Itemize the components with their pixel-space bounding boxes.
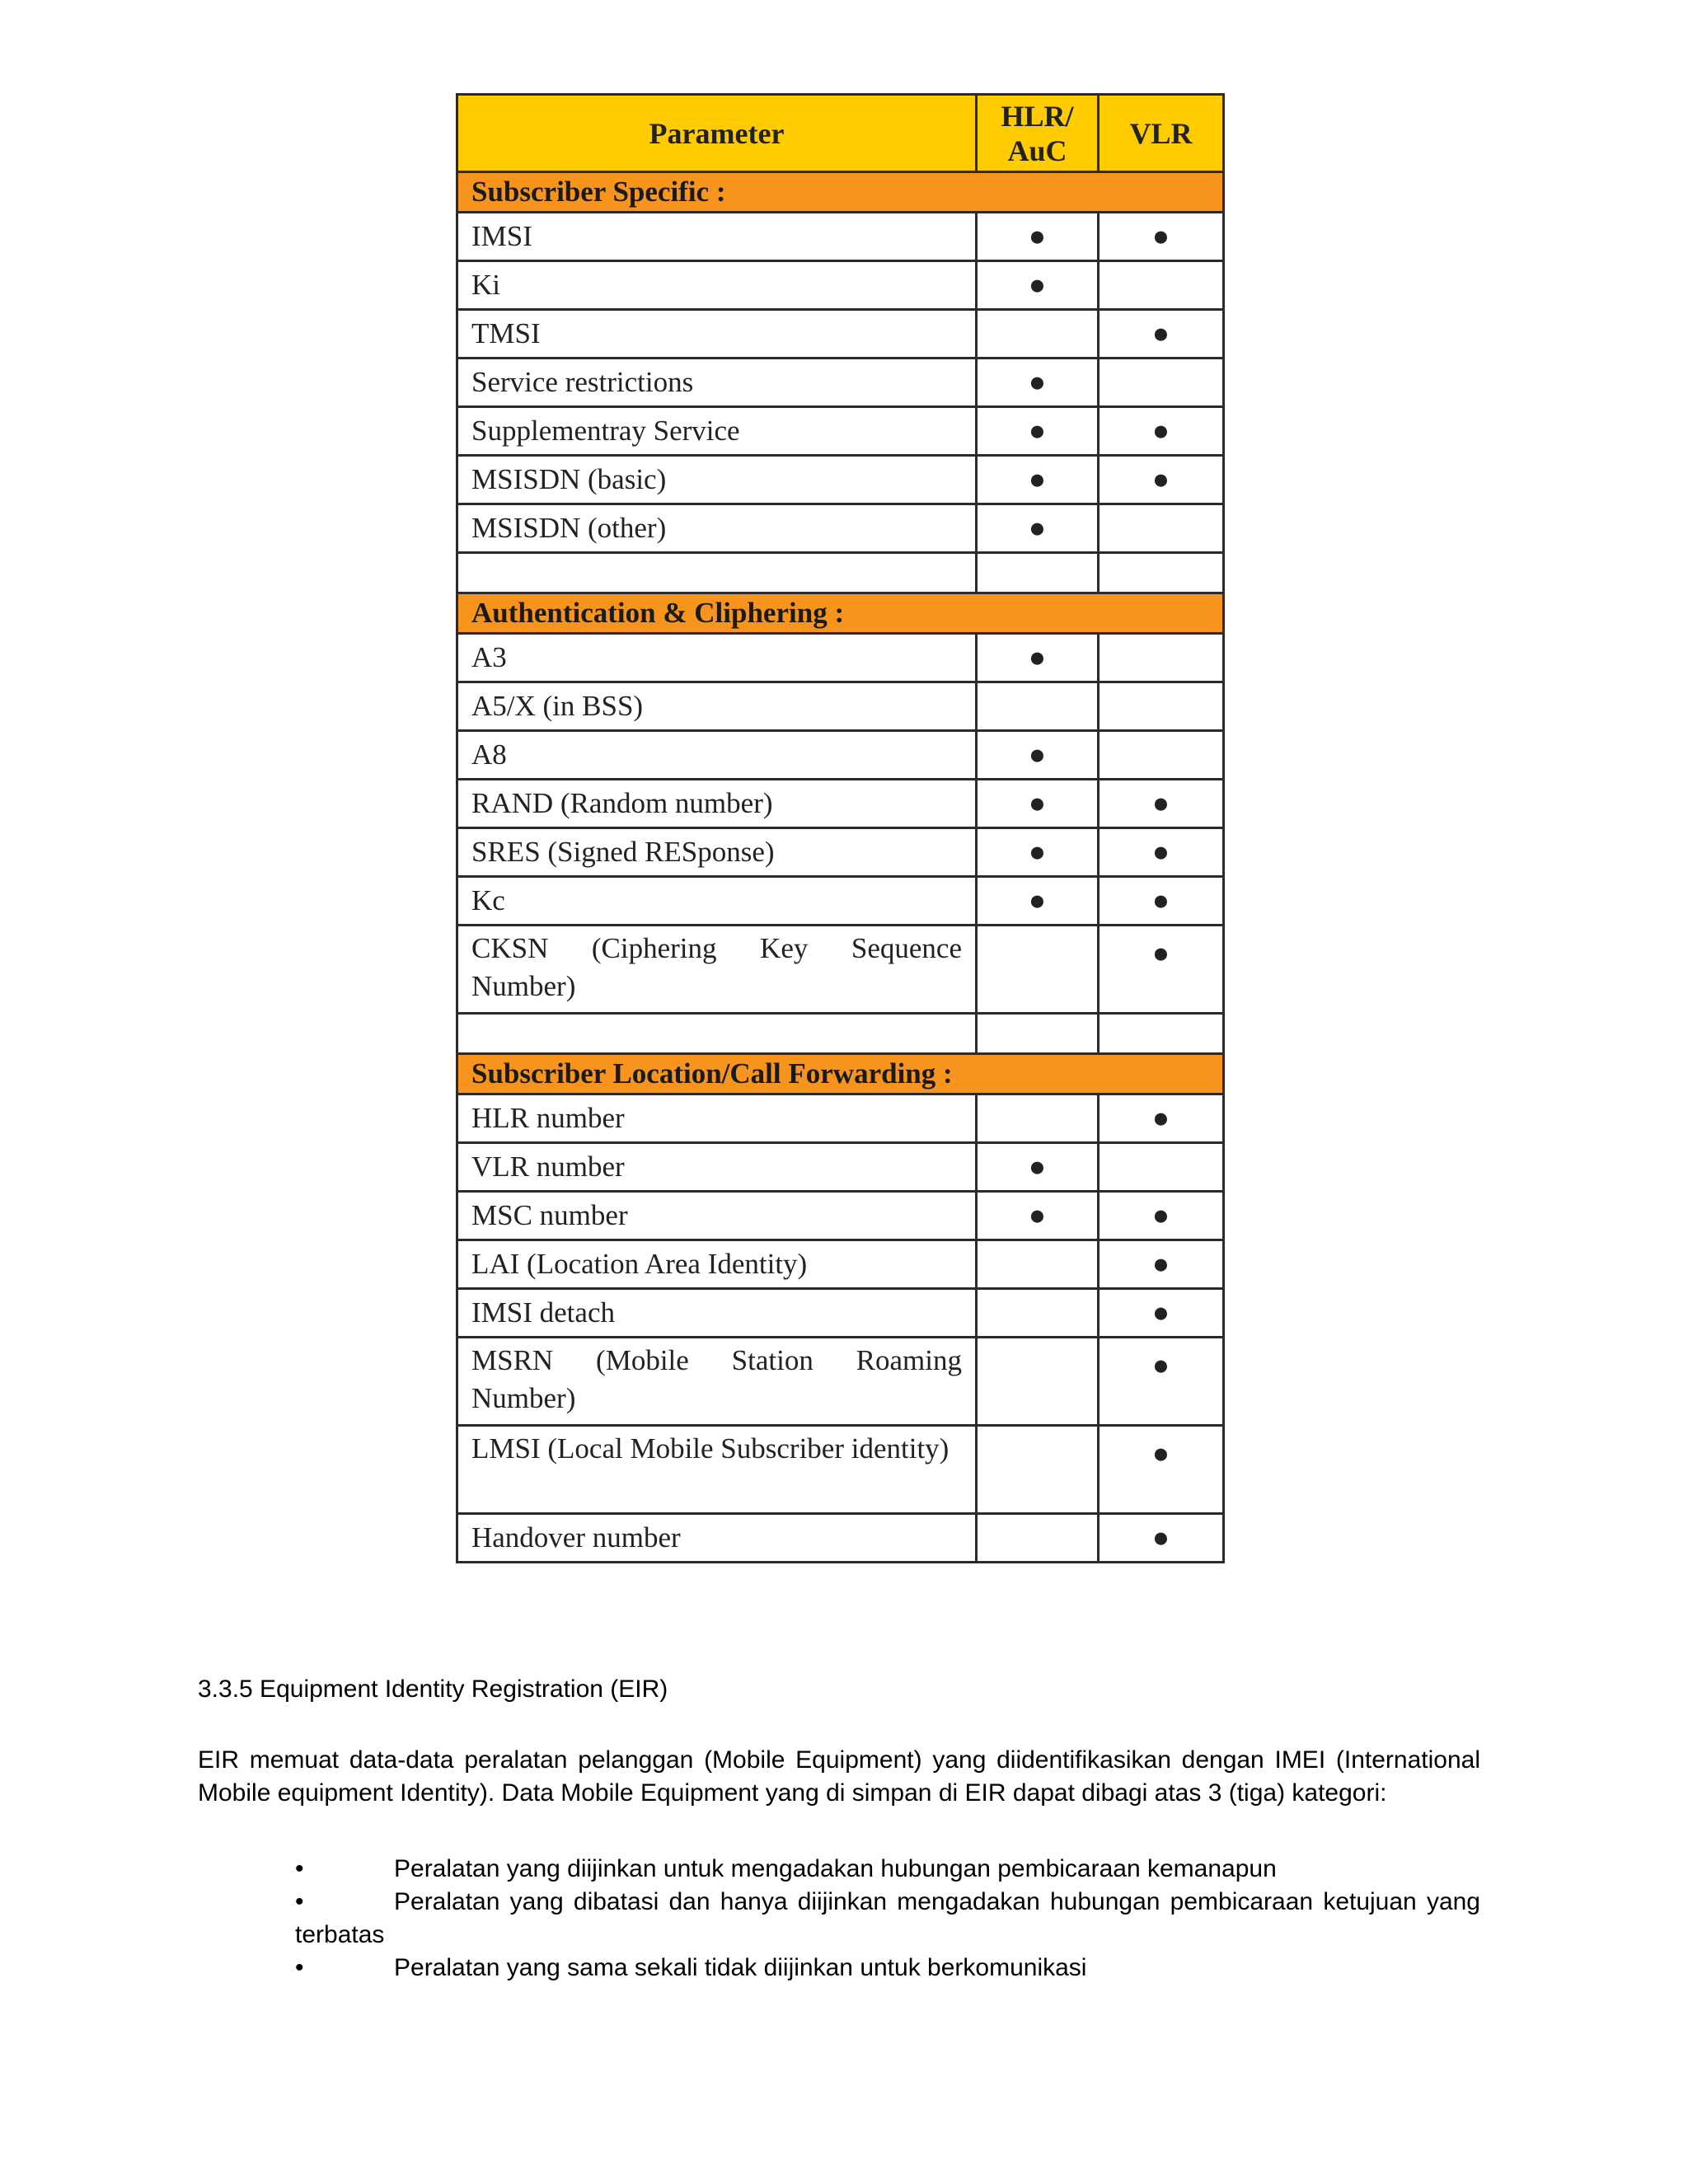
- table-row: [457, 213, 1224, 261]
- parameter-name: MSISDN (other): [457, 504, 977, 553]
- vlr-marker: [1099, 1143, 1224, 1192]
- category-list: [198, 1853, 1480, 1985]
- hlr-marker: [977, 1094, 1099, 1143]
- parameter-name: Supplementray Service: [457, 407, 977, 456]
- list-item-text: Peralatan yang sama sekali tidak diijinkan untuk berkomunikasi: [394, 1954, 1087, 1981]
- parameter-name: MSISDN (basic): [457, 456, 977, 504]
- hlr-marker: [977, 1514, 1099, 1563]
- table-row: [457, 877, 1224, 926]
- vlr-marker: ●: [1099, 926, 1224, 1014]
- table-row: [457, 310, 1224, 359]
- hlr-marker: ●: [977, 1192, 1099, 1240]
- hlr-marker: ●: [977, 1143, 1099, 1192]
- table-row: [457, 261, 1224, 310]
- section-title: Subscriber Specific :: [457, 172, 1224, 213]
- parameter-name: SRES (Signed RESponse): [457, 828, 977, 877]
- vlr-marker: [1099, 731, 1224, 780]
- parameter-name: MSC number: [457, 1192, 977, 1240]
- hlr-marker: ●: [977, 634, 1099, 682]
- table-row: [457, 634, 1224, 682]
- table-row: [457, 926, 1224, 1014]
- bullet-icon: •: [295, 1855, 304, 1882]
- section-paragraph: EIR memuat data-data peralatan pelanggan (Mobile Equipment) yang diidentifikasikan dengan IMEI (International Mobile equipment Identity). Data Mobile Equipment yang di simpan di EIR dapat dibagi atas 3 (tiga) kategori:: [198, 1746, 1480, 1807]
- parameter-name: Service restrictions: [457, 359, 977, 407]
- table-row: [457, 682, 1224, 731]
- parameter-name: Handover number: [457, 1514, 977, 1563]
- vlr-marker: ●: [1099, 1094, 1224, 1143]
- table-row: [457, 1338, 1224, 1426]
- empty-cell: [457, 553, 977, 593]
- section-heading: 3.3.5 Equipment Identity Registration (EIR): [198, 1675, 668, 1703]
- hlr-marker: ●: [977, 213, 1099, 261]
- vlr-marker: ●: [1099, 1240, 1224, 1289]
- vlr-marker: ●: [1099, 877, 1224, 926]
- section-title: Authentication & Cliphering :: [457, 593, 1224, 634]
- vlr-marker: ●: [1099, 310, 1224, 359]
- parameter-name: Kc: [457, 877, 977, 926]
- hlr-marker: [977, 1426, 1099, 1514]
- vlr-marker: [1099, 504, 1224, 553]
- eir-section: [198, 1673, 1480, 1985]
- vlr-marker: ●: [1099, 407, 1224, 456]
- table-row: [457, 456, 1224, 504]
- empty-cell: [977, 1014, 1099, 1054]
- table-row: [457, 1514, 1224, 1563]
- hlr-marker: [977, 682, 1099, 731]
- list-item: [295, 1853, 1480, 1886]
- bullet-icon: •: [295, 1954, 304, 1981]
- header-parameter: Parameter: [457, 95, 977, 172]
- hlr-marker: [977, 310, 1099, 359]
- hlr-marker: ●: [977, 407, 1099, 456]
- header-vlr: VLR: [1099, 95, 1224, 172]
- parameter-name: A5/X (in BSS): [457, 682, 977, 731]
- vlr-marker: [1099, 634, 1224, 682]
- vlr-marker: ●: [1099, 1338, 1224, 1426]
- section-row: [457, 172, 1224, 213]
- vlr-marker: ●: [1099, 828, 1224, 877]
- table-row: [457, 1143, 1224, 1192]
- parameter-table-container: [456, 93, 1222, 1563]
- vlr-marker: ●: [1099, 1514, 1224, 1563]
- empty-cell: [1099, 1014, 1224, 1054]
- bullet-icon: •: [295, 1888, 304, 1915]
- table-row: [457, 359, 1224, 407]
- table-row: [457, 1289, 1224, 1338]
- parameter-name: VLR number: [457, 1143, 977, 1192]
- list-item: [295, 1886, 1480, 1952]
- table-body: [457, 172, 1224, 1563]
- hlr-marker: ●: [977, 828, 1099, 877]
- vlr-marker: ●: [1099, 456, 1224, 504]
- blank-row: [457, 1014, 1224, 1054]
- blank-row: [457, 553, 1224, 593]
- empty-cell: [977, 553, 1099, 593]
- parameter-name: HLR number: [457, 1094, 977, 1143]
- hlr-marker: ●: [977, 261, 1099, 310]
- table-row: [457, 1426, 1224, 1514]
- table-row: [457, 1094, 1224, 1143]
- parameter-name: A3: [457, 634, 977, 682]
- vlr-marker: [1099, 261, 1224, 310]
- table-header-row: [457, 95, 1224, 172]
- hlr-marker: [977, 1289, 1099, 1338]
- hlr-marker: ●: [977, 731, 1099, 780]
- parameter-name: TMSI: [457, 310, 977, 359]
- hlr-marker: [977, 1240, 1099, 1289]
- list-item: [295, 1952, 1480, 1985]
- hlr-marker: ●: [977, 504, 1099, 553]
- table-row: [457, 504, 1224, 553]
- list-item-text: Peralatan yang diijinkan untuk mengadakan hubungan pembicaraan kemanapun: [394, 1855, 1277, 1882]
- parameter-name: LAI (Location Area Identity): [457, 1240, 977, 1289]
- table-row: [457, 731, 1224, 780]
- parameter-name: CKSN (Ciphering Key Sequence Number): [457, 926, 977, 1014]
- vlr-marker: ●: [1099, 1289, 1224, 1338]
- table-row: [457, 780, 1224, 828]
- parameter-name: Ki: [457, 261, 977, 310]
- parameter-name: IMSI detach: [457, 1289, 977, 1338]
- parameter-name: LMSI (Local Mobile Subscriber identity): [457, 1426, 977, 1514]
- vlr-marker: ●: [1099, 1426, 1224, 1514]
- vlr-marker: ●: [1099, 213, 1224, 261]
- table-row: [457, 1192, 1224, 1240]
- hlr-marker: ●: [977, 359, 1099, 407]
- hlr-marker: [977, 926, 1099, 1014]
- table-row: [457, 1240, 1224, 1289]
- header-hlr-auc: HLR/ AuC: [977, 95, 1099, 172]
- vlr-marker: [1099, 682, 1224, 731]
- vlr-marker: [1099, 359, 1224, 407]
- section-row: [457, 593, 1224, 634]
- section-row: [457, 1054, 1224, 1094]
- table-row: [457, 828, 1224, 877]
- vlr-marker: ●: [1099, 1192, 1224, 1240]
- table-row: [457, 407, 1224, 456]
- hlr-marker: ●: [977, 877, 1099, 926]
- hlr-marker: [977, 1338, 1099, 1426]
- empty-cell: [1099, 553, 1224, 593]
- parameter-name: MSRN (Mobile Station Roaming Number): [457, 1338, 977, 1426]
- section-title: Subscriber Location/Call Forwarding :: [457, 1054, 1224, 1094]
- empty-cell: [457, 1014, 977, 1054]
- hlr-marker: ●: [977, 456, 1099, 504]
- parameter-name: RAND (Random number): [457, 780, 977, 828]
- list-item-text: Peralatan yang dibatasi dan hanya diijinkan mengadakan hubungan pembicaraan ketujuan yang terbatas: [295, 1888, 1480, 1948]
- hlr-marker: ●: [977, 780, 1099, 828]
- parameter-name: A8: [457, 731, 977, 780]
- parameter-table: [456, 93, 1225, 1563]
- vlr-marker: ●: [1099, 780, 1224, 828]
- parameter-name: IMSI: [457, 213, 977, 261]
